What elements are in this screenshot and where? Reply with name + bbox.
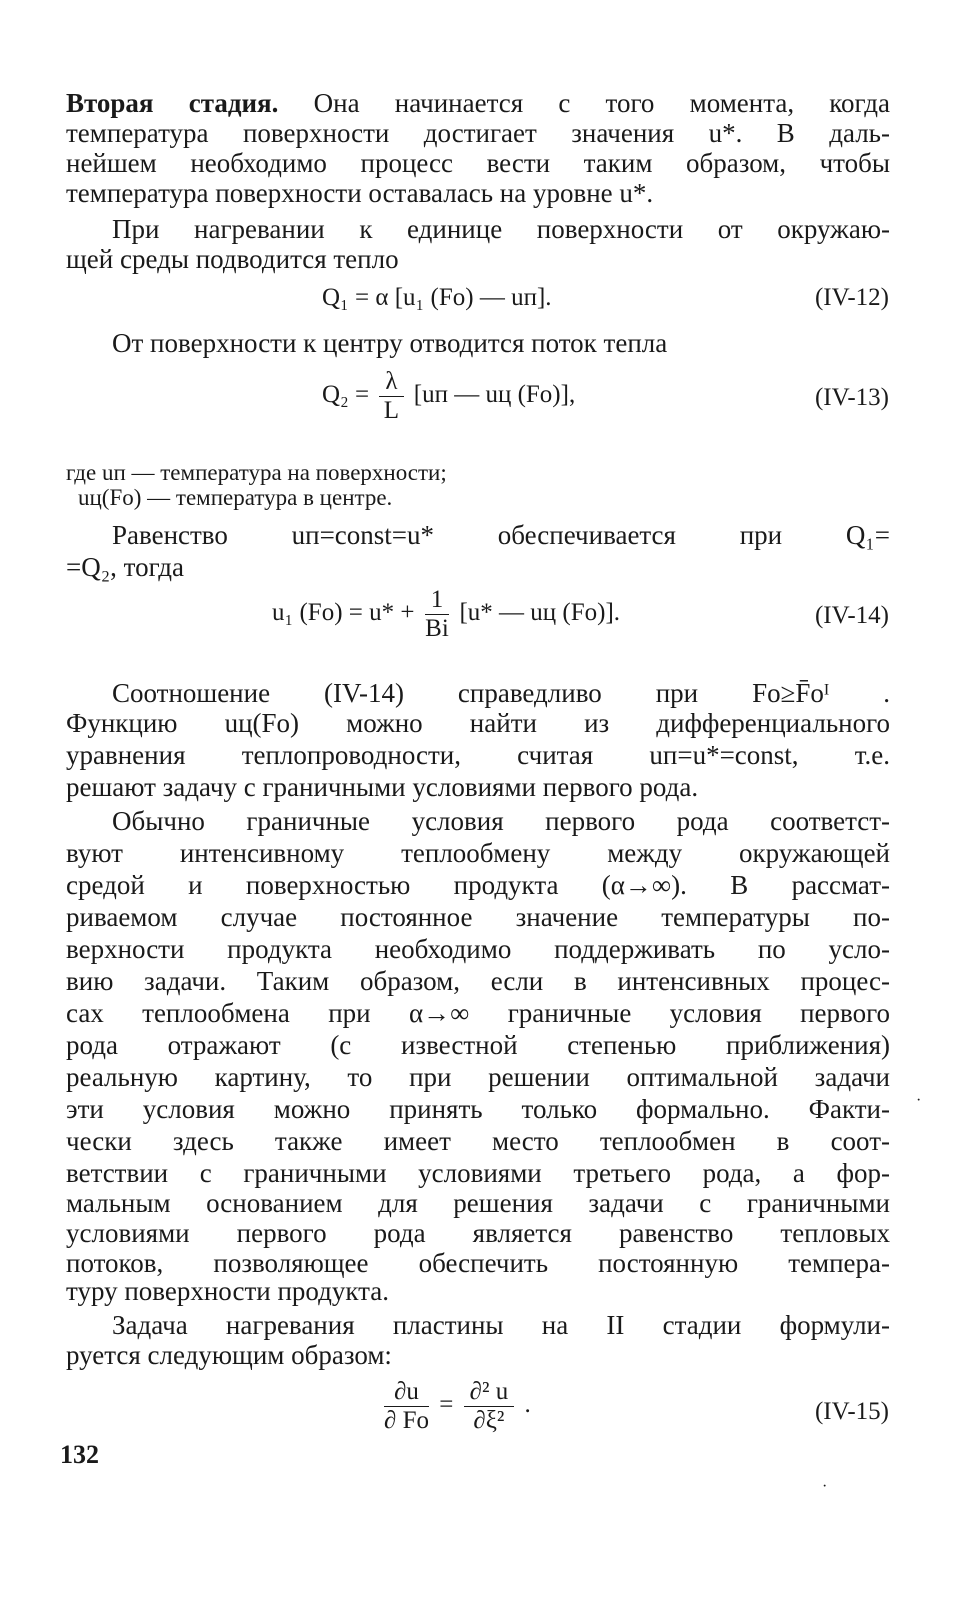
text-line: Обычно граничные условия первого рода соответст-	[112, 806, 890, 836]
equation-body: $\frac{\partial u}{\partial Fo}$ = $\frac{\text{∂² u}}{\text{∂ξ²}}$ .	[384, 1378, 531, 1434]
equation-body: u₁ (Fo) = u* + $\frac{1}{Bi}$ [u* — uц (Fo)].	[272, 586, 621, 642]
equation-number: (IV-12)	[814, 284, 889, 311]
definition-line: uц(Fo) — температура в центре.	[78, 485, 393, 510]
text-line: руется следующим образом:	[66, 1340, 392, 1370]
text-line: нейшем необходимо процесс вести таким образом, чтобы	[66, 148, 890, 178]
equation-number: (IV-14)	[814, 602, 889, 629]
fraction: $\frac{\text{∂² u}}{\text{∂ξ²}}$	[464, 1378, 515, 1435]
text-line: температура поверхности оставалась на уровне u*.	[66, 178, 654, 208]
text-line: щей среды подводится тепло	[66, 244, 399, 274]
text-line: эти условия можно принять только формально. Факти-	[66, 1094, 890, 1124]
text-line: ветствии с граничными условиями третьего рода, а фор-	[66, 1158, 890, 1188]
text-line: средой и поверхностью продукта (α→∞). В рассмат-	[66, 870, 890, 900]
equation-body: Q₁ = α [u₁ (Fo) — uп].	[322, 284, 552, 311]
text-line: условиями первого рода является равенство тепловых	[66, 1218, 890, 1248]
text-line: Вторая стадия. Она начинается с того момента, когда	[66, 88, 891, 118]
fraction: $\frac{1}{Bi}$	[425, 586, 449, 642]
text-line: сах теплообмена при α→∞ граничные условия первого	[66, 998, 890, 1028]
equation	[0, 368, 955, 448]
text-line: =Q₂, тогда	[66, 552, 185, 582]
text-line: реальную картину, то при решении оптимальной задачи	[66, 1062, 890, 1092]
text-line: При нагревании к единице поверхности от окружаю-	[112, 214, 890, 244]
section-heading: Вторая стадия.	[66, 88, 279, 118]
text-line: вию задачи. Таким образом, если в интенсивных процес-	[66, 966, 890, 996]
scan-speck: ·	[822, 1478, 828, 1495]
equation	[0, 1378, 955, 1458]
text-line: мальным основанием для решения задачи с граничными	[66, 1188, 890, 1218]
equation-body: Q₂ = $\frac{\lambda}{L}$ [uп — uц (Fo)],	[322, 368, 576, 424]
page-number: 132	[60, 1440, 99, 1469]
scan-speck: ·	[916, 1092, 922, 1109]
text-line: потоков, позволяющее обеспечить постоянную темпера-	[66, 1248, 890, 1278]
text-line: верхности продукта необходимо поддерживать по усло-	[66, 934, 890, 964]
text-line: рода отражают (с известной степенью приближения)	[66, 1030, 890, 1060]
text-line: уравнения теплопроводности, считая uп=u*=const, т.е.	[66, 740, 890, 770]
text-line: решают задачу с граничными условиями первого рода.	[66, 772, 699, 802]
text-line: чески здесь также имеет место теплообмен в соот-	[66, 1126, 890, 1156]
equation-number: (IV-13)	[814, 384, 889, 411]
text-line: Соотношение (IV-14) справедливо при Fo≥F̄oᴵ .	[112, 678, 890, 708]
equation-number: (IV-15)	[814, 1398, 889, 1425]
text-line: риваемом случае постоянное значение температуры по-	[66, 902, 890, 932]
text-line: вуют интенсивному теплообмену между окружающей	[66, 838, 890, 868]
equation	[0, 586, 955, 666]
fraction: $\frac{\partial u}{\partial Fo}$	[384, 1378, 430, 1434]
text-line: Функцию uц(Fo) можно найти из дифференциального	[66, 708, 890, 738]
text-line: туру поверхности продукта.	[66, 1276, 389, 1306]
text-line: Задача нагревания пластины на II стадии формули-	[112, 1310, 890, 1340]
text-line: От поверхности к центру отводится поток тепла	[112, 328, 668, 358]
definition-line: где uп — температура на поверхности;	[66, 460, 447, 485]
fraction: $\frac{\lambda}{L}$	[379, 368, 403, 425]
text-line: Равенство uп=const=u* обеспечивается при Q₁=	[112, 520, 890, 550]
text-line: температура поверхности достигает значения u*. В даль-	[66, 118, 890, 148]
